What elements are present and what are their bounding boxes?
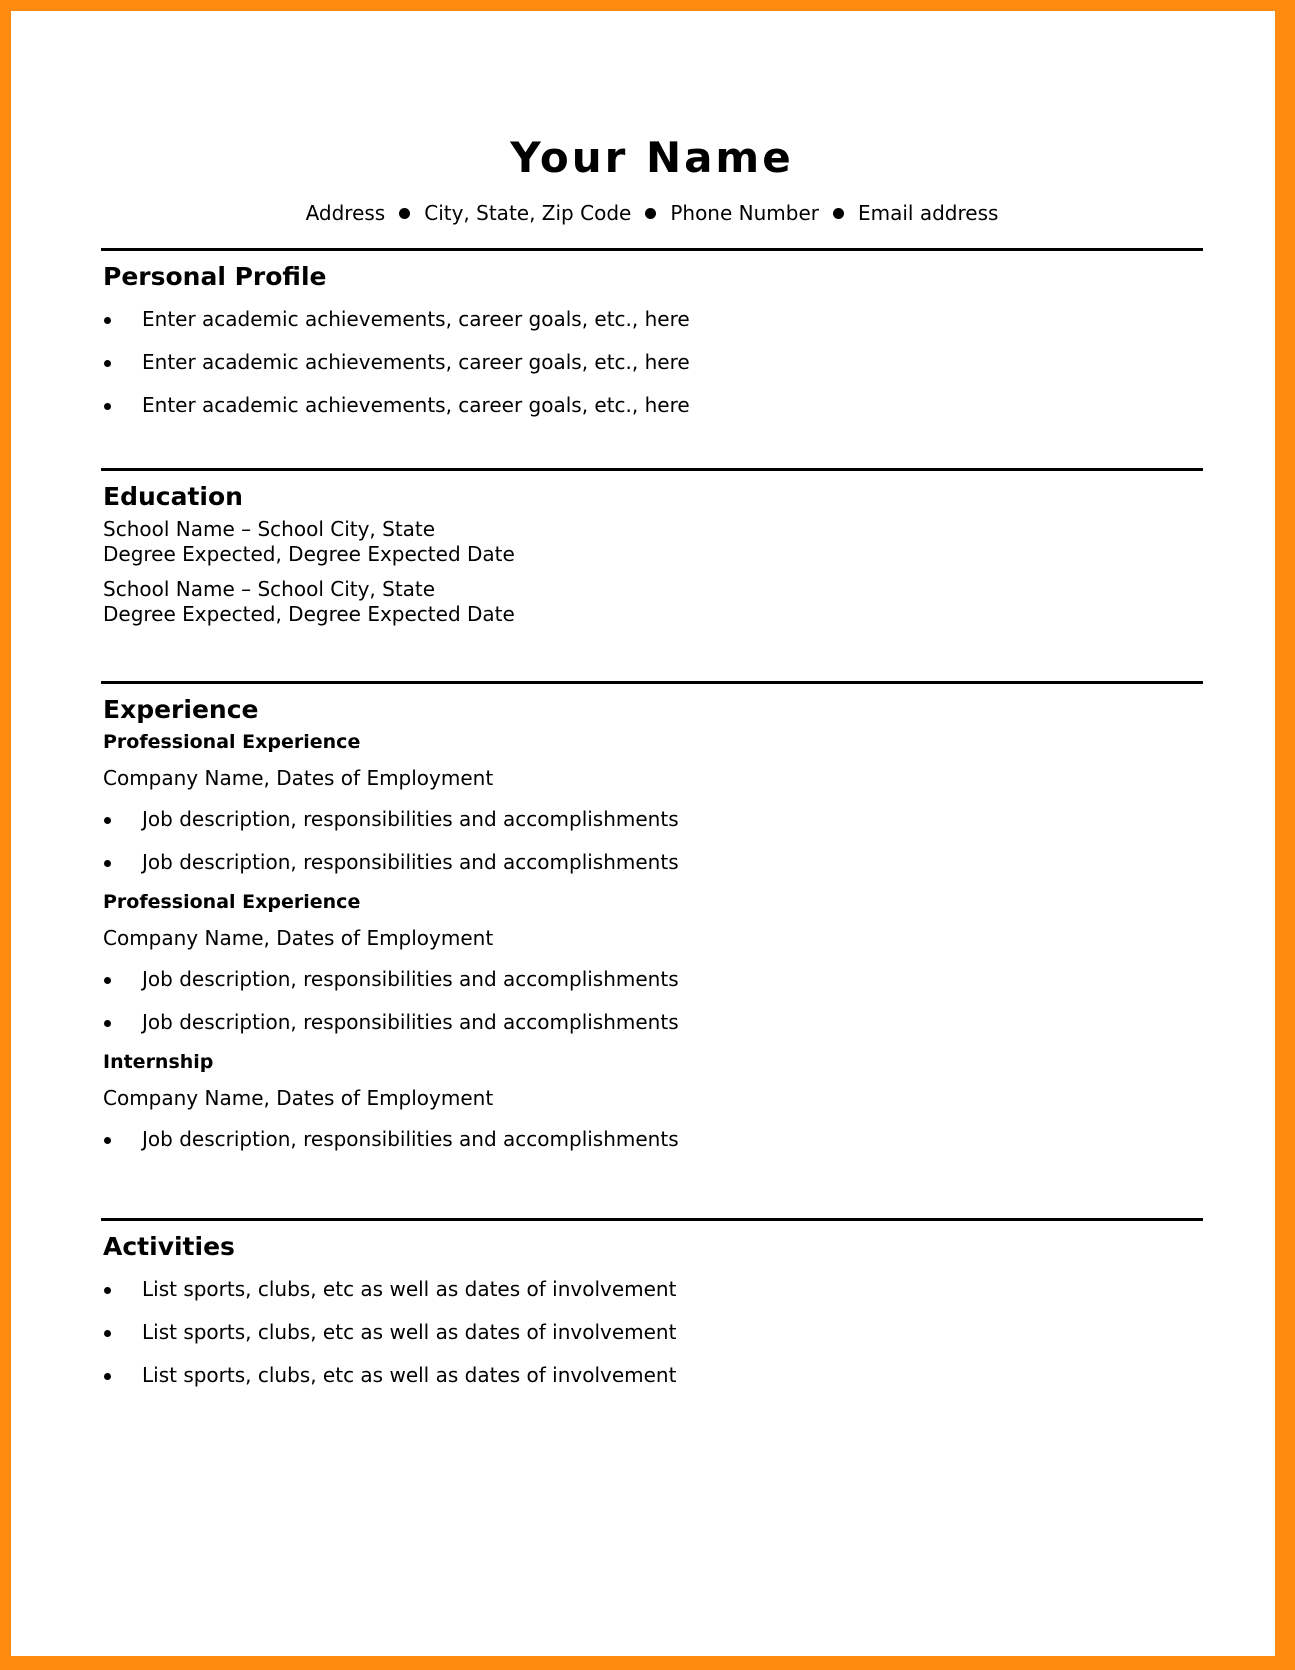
job-item: Job description, responsibilities and accomplishments: [103, 1010, 1203, 1034]
job-company: Company Name, Dates of Employment: [103, 766, 494, 790]
job-heading: Professional Experience: [103, 731, 361, 753]
job-company: Company Name, Dates of Employment: [103, 1086, 494, 1110]
resume-name: Your Name: [510, 133, 794, 182]
degree-info: Degree Expected, Degree Expected Date: [103, 602, 515, 626]
job-item: Job description, responsibilities and accomplishments: [103, 967, 1203, 991]
section-education: [101, 468, 1203, 627]
bullet-dot-icon: [645, 208, 656, 219]
section-divider: [101, 1218, 1203, 1221]
section-divider: [101, 248, 1203, 251]
section-title: Personal Profile: [103, 262, 327, 291]
profile-item: Enter academic achievements, career goals, etc., here: [103, 393, 1203, 417]
resume-page: [11, 11, 1275, 1656]
section-experience: [101, 681, 1203, 1151]
contact-city-state-zip: City, State, Zip Code: [424, 201, 632, 225]
bullet-dot-icon: [399, 208, 410, 219]
job-item: Job description, responsibilities and accomplishments: [103, 807, 1203, 831]
job-company: Company Name, Dates of Employment: [103, 926, 494, 950]
section-title: Activities: [103, 1232, 235, 1261]
section-activities: [101, 1218, 1203, 1387]
profile-item: Enter academic achievements, career goals, etc., here: [103, 350, 1203, 374]
job-item: Job description, responsibilities and accomplishments: [103, 1127, 1203, 1151]
section-divider: [101, 681, 1203, 684]
school-name: School Name – School City, State: [103, 517, 436, 541]
degree-info: Degree Expected, Degree Expected Date: [103, 542, 515, 566]
contact-address: Address: [305, 201, 386, 225]
profile-item: Enter academic achievements, career goals, etc., here: [103, 307, 1203, 331]
activity-item: List sports, clubs, etc as well as dates of involvement: [103, 1363, 1203, 1387]
contact-phone: Phone Number: [670, 201, 819, 225]
contact-line: [101, 201, 1203, 225]
section-title: Education: [103, 482, 243, 511]
activity-item: List sports, clubs, etc as well as dates of involvement: [103, 1277, 1203, 1301]
section-title: Experience: [103, 695, 259, 724]
activity-item: List sports, clubs, etc as well as dates of involvement: [103, 1320, 1203, 1344]
section-personal-profile: [101, 248, 1203, 417]
bullet-dot-icon: [833, 208, 844, 219]
section-divider: [101, 468, 1203, 471]
job-heading: Internship: [103, 1051, 214, 1073]
contact-email: Email address: [857, 201, 999, 225]
job-item: Job description, responsibilities and accomplishments: [103, 850, 1203, 874]
job-heading: Professional Experience: [103, 891, 361, 913]
school-name: School Name – School City, State: [103, 577, 436, 601]
